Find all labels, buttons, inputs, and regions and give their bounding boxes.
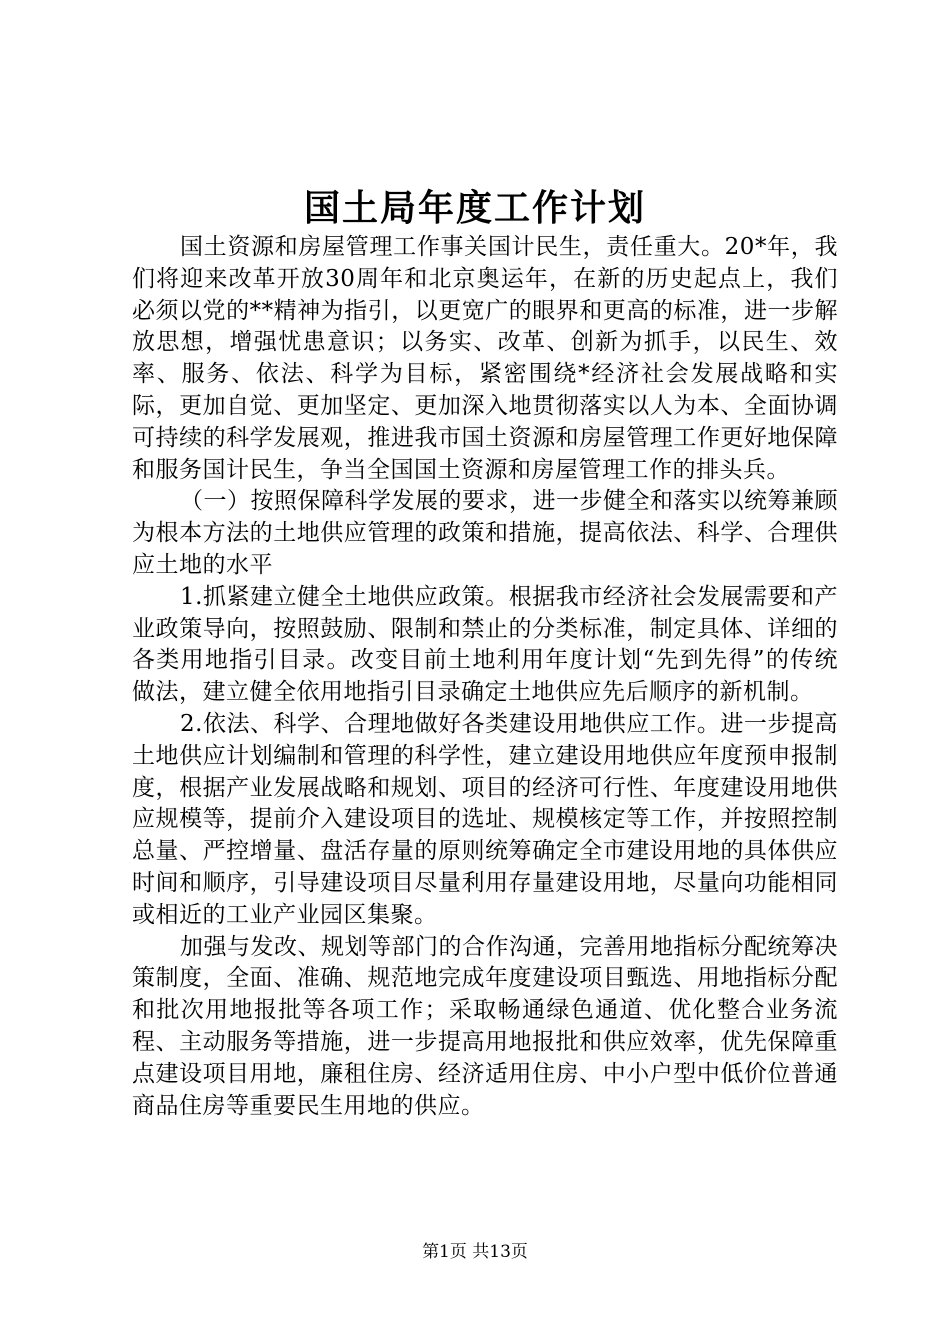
paragraph-intro: 国土资源和房屋管理工作事关国计民生，责任重大。20*年，我们将迎来改革开放30周年和北京奥运年，在新的历史起点上，我们必须以党的**精神为指引，以更宽广的眼界和更高的标准，进一步解放思想，增强忧患意识；以务实、改革、创新为抓手，以民生、效率、服务、依法、科学为目标，紧密围绕*经济社会发展战略和实际，更加自觉、更加坚定、更加深入地贯彻落实以人为本、全面协调可持续的科学发展观，推进我市国土资源和房屋管理工作更好地保障和服务国计民生，争当全国国土资源和房屋管理工作的排头兵。 xyxy=(132,234,838,483)
page-number-footer: 第1页 共13页 xyxy=(422,1242,528,1262)
paragraph-item-2: 2.依法、科学、合理地做好各类建设用地供应工作。进一步提高土地供应计划编制和管理的科学性，建立建设用地供应年度预申报制度，根据产业发展战略和规划、项目的经济可行性、年度建设用地供应规模等，提前介入建设项目的选址、规模核定等工作，并按照控制总量、严控增量、盘活存量的原则统筹确定全市建设用地的具体供应时间和顺序，引导建设项目尽量利用存量建设用地，尽量向功能相同或相近的工业产业园区集聚。 xyxy=(132,710,838,928)
paragraph-item-1: 1.抓紧建立健全土地供应政策。根据我市经济社会发展需要和产业政策导向，按照鼓励、限制和禁止的分类标准，制定具体、详细的各类用地指引目录。改变目前土地利用年度计划“先到先得”的传统做法，建立健全依用地指引目录确定土地供应先后顺序的新机制。 xyxy=(132,583,838,706)
paragraph-section-1: （一）按照保障科学发展的要求，进一步健全和落实以统筹兼顾为根本方法的土地供应管理的政策和措施，提高依法、科学、合理供应土地的水平 xyxy=(132,488,838,578)
document-body xyxy=(132,232,838,1122)
paragraph-item-2-continued: 加强与发改、规划等部门的合作沟通，完善用地指标分配统筹决策制度，全面、准确、规范地完成年度建设项目甄选、用地指标分配和批次用地报批等各项工作；采取畅通绿色通道、优化整合业务流程、主动服务等措施，进一步提高用地报批和供应效率，优先保障重点建设项目用地，廉租住房、经济适用住房、中小户型中低价位普通商品住房等重要民生用地的供应。 xyxy=(132,933,838,1119)
document-title: 国土局年度工作计划 xyxy=(303,187,646,229)
